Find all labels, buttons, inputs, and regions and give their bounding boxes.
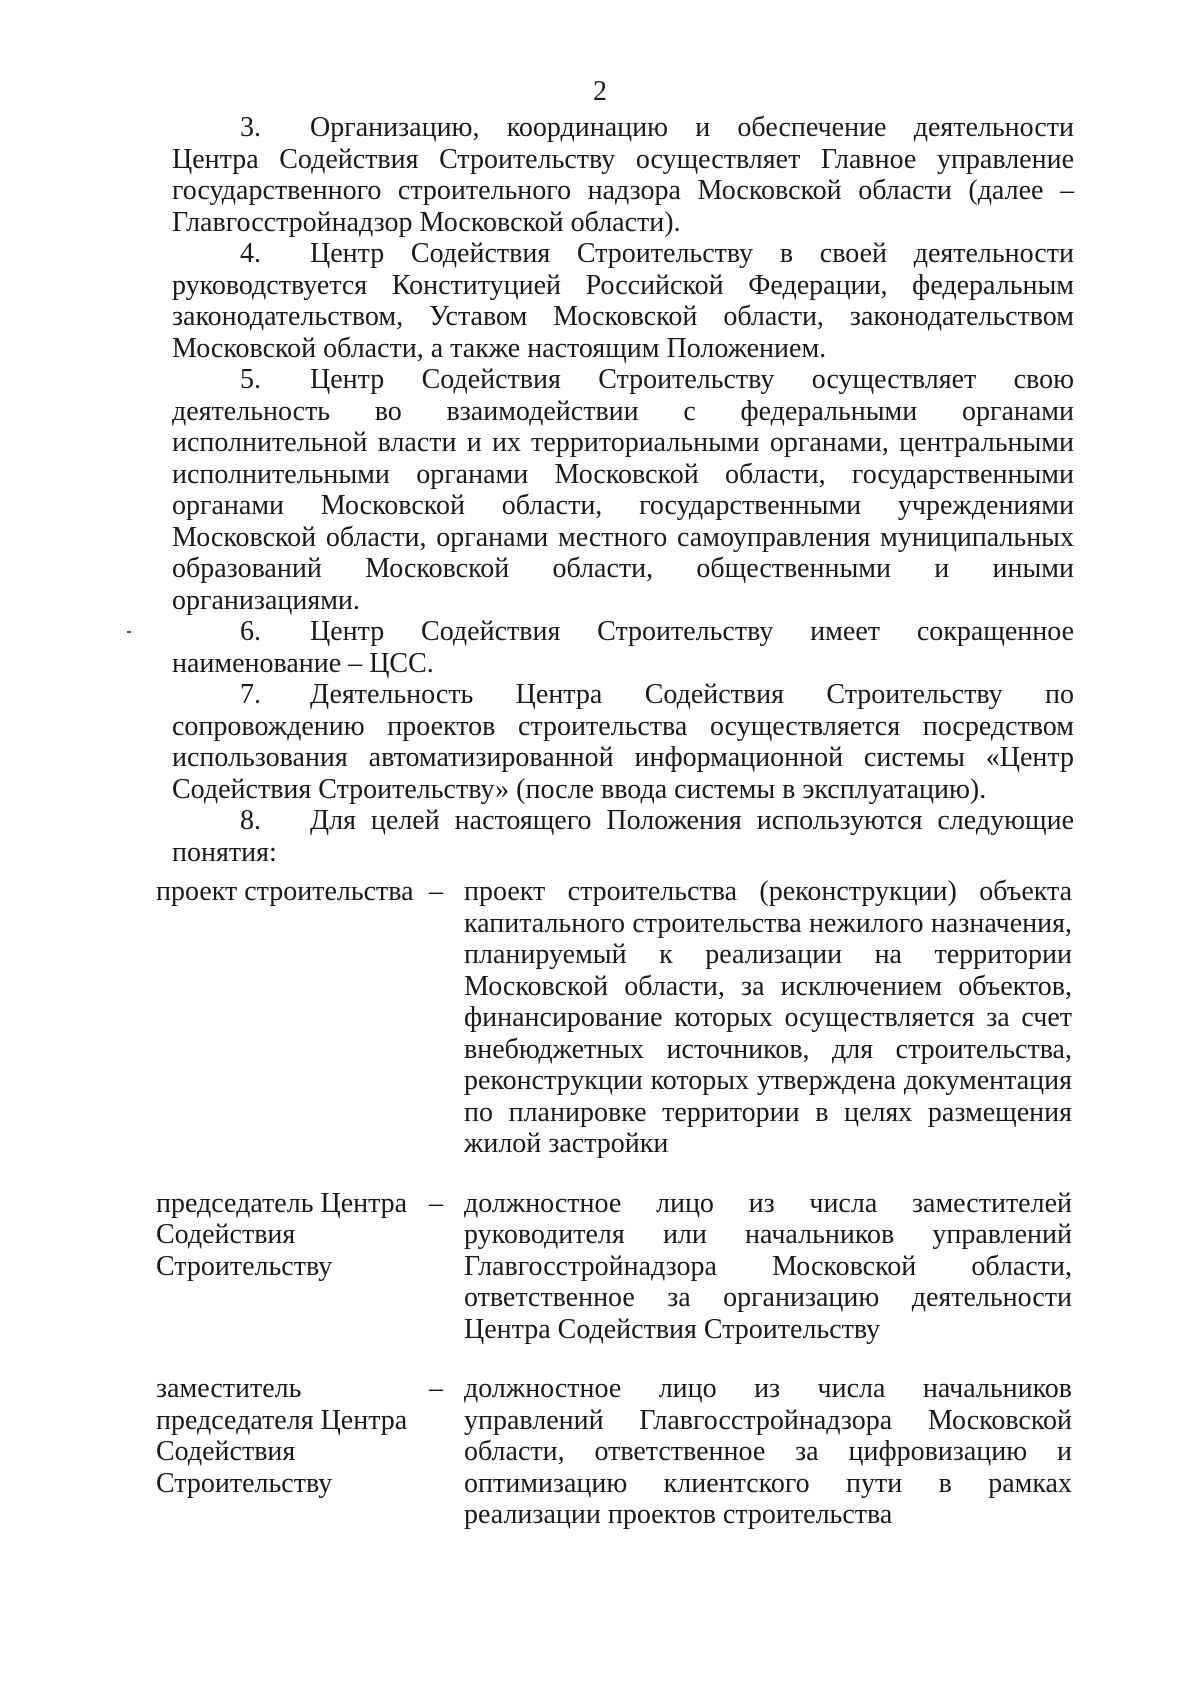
paragraph-number: 7. bbox=[240, 679, 261, 710]
definition-dash: – bbox=[429, 876, 443, 907]
definition-term: заместитель председателя Центра Содействия Строительству bbox=[156, 1373, 408, 1499]
definitions-list bbox=[156, 876, 1074, 1559]
document-body bbox=[172, 112, 1074, 868]
definition-text: должностное лицо из числа заместителей руководителя или начальников управлений Главгосстройнадзора Московской области, ответственное за организацию деятельности Центра Содействия Строительству bbox=[464, 1187, 1072, 1345]
paragraph-8 bbox=[172, 805, 1074, 868]
paragraph-text: Центр Содействия Строительству в своей деятельности руководствуется Конституцией Российской Федерации, федеральным законодательством, Уставом Московской области, законодательством Московской области, а также настоящим Положением. bbox=[172, 238, 1074, 364]
paragraph-number: 4. bbox=[240, 238, 261, 269]
paragraph-text: Центр Содействия Строительству осуществляет свою деятельность во взаимодействии с федеральными органами исполнительной власти и их территориальными органами, центральными исполнительными органами Московской области, государственными органами Московской области, государственными учреждениями Московской области, органами местного самоуправления муниципальных образований Московской области, общественными и иными организациями. bbox=[172, 364, 1074, 616]
paragraph-number: 6. bbox=[240, 616, 261, 647]
definition-text: проект строительства (реконструкции) объекта капитального строительства нежилого назначения, планируемый к реализации на территории Московской области, за исключением объектов, финансирование которых осуществляется за счет внебюджетных источников, для строительства, реконструкции которых утверждена документация по планировке территории в целях размещения жилой застройки bbox=[464, 876, 1072, 1159]
paragraph-text: Организацию, координацию и обеспечение деятельности Центра Содействия Строительству осуществляет Главное управление государственного строительного надзора Московской области (далее – Главгосстройнадзор Московской области). bbox=[172, 112, 1074, 238]
definition-row bbox=[156, 876, 1074, 1160]
paragraph-7 bbox=[172, 679, 1074, 805]
margin-mark bbox=[127, 631, 131, 633]
definition-text: должностное лицо из числа начальников управлений Главгосстройнадзора Московской области, ответственное за цифровизацию и оптимизацию клиентского пути в рамках реализации проектов строительства bbox=[464, 1373, 1072, 1530]
paragraph-5 bbox=[172, 364, 1074, 616]
paragraph-4 bbox=[172, 238, 1074, 364]
paragraph-number: 8. bbox=[240, 805, 261, 836]
paragraph-3 bbox=[172, 112, 1074, 238]
definition-row bbox=[156, 1188, 1074, 1346]
definition-dash: – bbox=[429, 1373, 443, 1404]
paragraph-number: 3. bbox=[240, 112, 261, 143]
page-number: 2 bbox=[593, 76, 607, 107]
definition-row bbox=[156, 1373, 1074, 1531]
paragraph-text: Для целей настоящего Положения используются следующие понятия: bbox=[172, 805, 1074, 868]
definition-dash: – bbox=[429, 1187, 443, 1219]
paragraph-text: Центр Содействия Строительству имеет сокращенное наименование – ЦСС. bbox=[172, 616, 1074, 679]
paragraph-6 bbox=[172, 616, 1074, 679]
definition-term: проект строительства bbox=[156, 876, 414, 907]
definition-term: председатель Центра Содействия Строительству bbox=[156, 1187, 408, 1282]
paragraph-number: 5. bbox=[240, 364, 261, 395]
paragraph-text: Деятельность Центра Содействия Строительству по сопровождению проектов строительства осуществляется посредством использования автоматизированной информационной системы «Центр Содействия Строительству» (после ввода системы в эксплуатацию). bbox=[172, 679, 1074, 805]
